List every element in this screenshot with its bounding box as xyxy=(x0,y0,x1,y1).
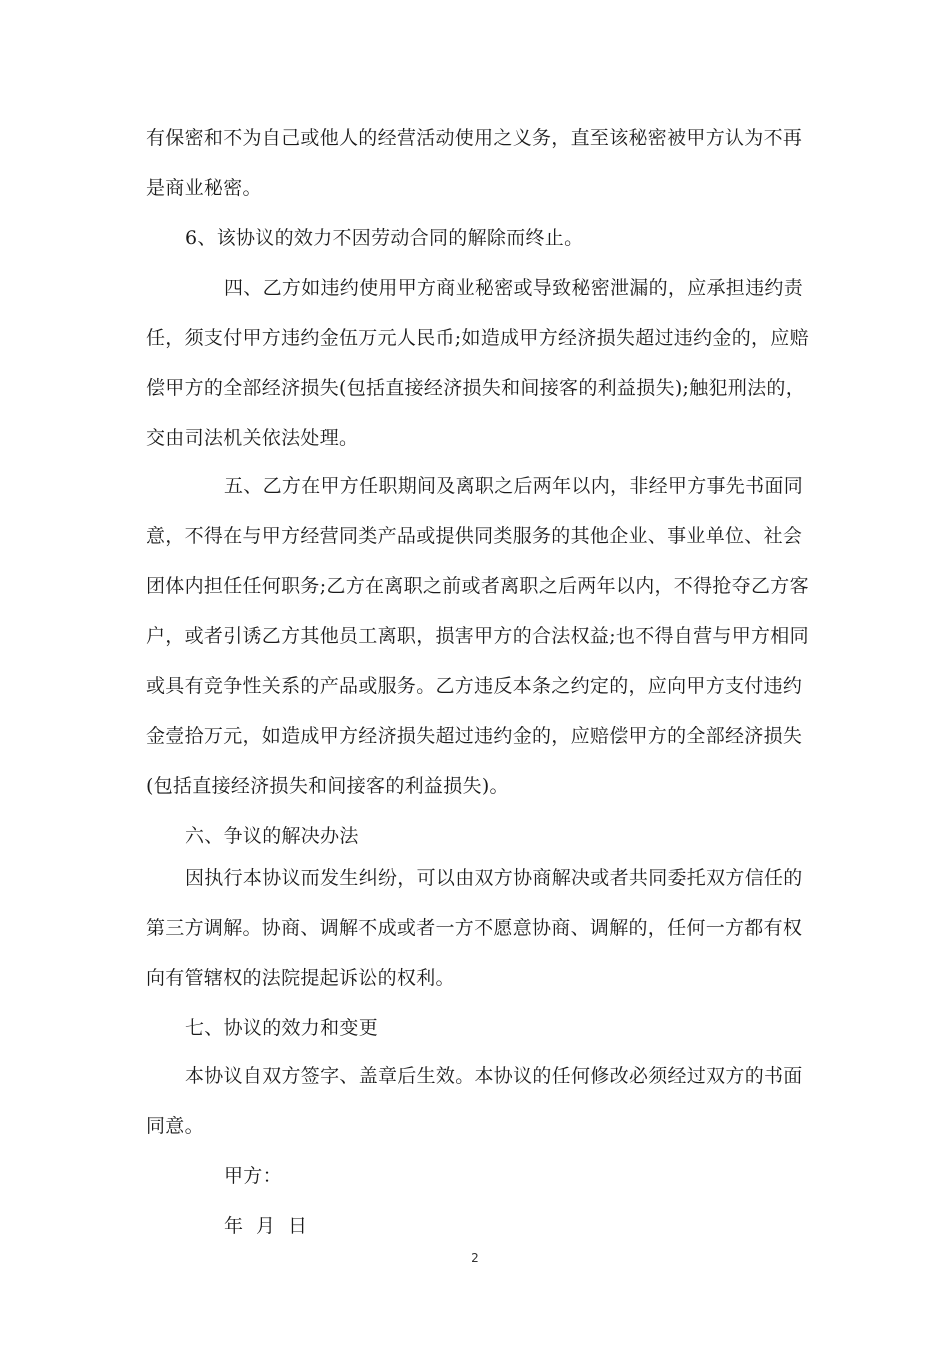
text-line: 交由司法机关依法处理。 xyxy=(146,427,359,449)
text-line: 四、乙方如违约使用甲方商业秘密或导致秘密泄漏的，应承担违约责 xyxy=(224,277,804,299)
section-heading: 六、争议的解决办法 xyxy=(185,825,359,847)
signature-date: 年 月 日 xyxy=(224,1215,308,1237)
text-line: 五、乙方在甲方任职期间及离职之后两年以内，非经甲方事先书面同 xyxy=(224,475,804,497)
text-line: 是商业秘密。 xyxy=(146,177,262,199)
page-number: 2 xyxy=(471,1251,479,1265)
text-line: 本协议自双方签字、盖章后生效。本协议的任何修改必须经过双方的书面 xyxy=(185,1065,803,1087)
section-heading: 七、协议的效力和变更 xyxy=(185,1017,379,1039)
text-line: 因执行本协议而发生纠纷，可以由双方协商解决或者共同委托双方信任的 xyxy=(185,867,803,889)
text-line: 团体内担任任何职务;乙方在离职之前或者离职之后两年以内，不得抢夺乙方客 xyxy=(146,575,809,597)
text-line: 任，须支付甲方违约金伍万元人民币;如造成甲方经济损失超过违约金的，应赔 xyxy=(146,327,809,349)
text-line: 或具有竞争性关系的产品或服务。乙方违反本条之约定的，应向甲方支付违约 xyxy=(146,675,803,697)
text-line: 第三方调解。协商、调解不成或者一方不愿意协商、调解的，任何一方都有权 xyxy=(146,917,803,939)
text-line: 6、该协议的效力不因劳动合同的解除而终止。 xyxy=(185,227,584,249)
signature-party: 甲方： xyxy=(224,1165,282,1187)
text-line: 户，或者引诱乙方其他员工离职，损害甲方的合法权益;也不得自营与甲方相同 xyxy=(146,625,809,647)
text-line: 偿甲方的全部经济损失(包括直接经济损失和间接客的利益损失);触犯刑法的， xyxy=(146,377,806,399)
text-line: 金壹拾万元，如造成甲方经济损失超过违约金的，应赔偿甲方的全部经济损失 xyxy=(146,725,803,747)
text-line: 同意。 xyxy=(146,1115,204,1137)
text-line: 向有管辖权的法院提起诉讼的权利。 xyxy=(146,967,455,989)
text-line: (包括直接经济损失和间接客的利益损失)。 xyxy=(146,775,509,797)
text-line: 有保密和不为自己或他人的经营活动使用之义务，直至该秘密被甲方认为不再 xyxy=(146,127,803,149)
text-line: 意，不得在与甲方经营同类产品或提供同类服务的其他企业、事业单位、社会 xyxy=(146,525,803,547)
